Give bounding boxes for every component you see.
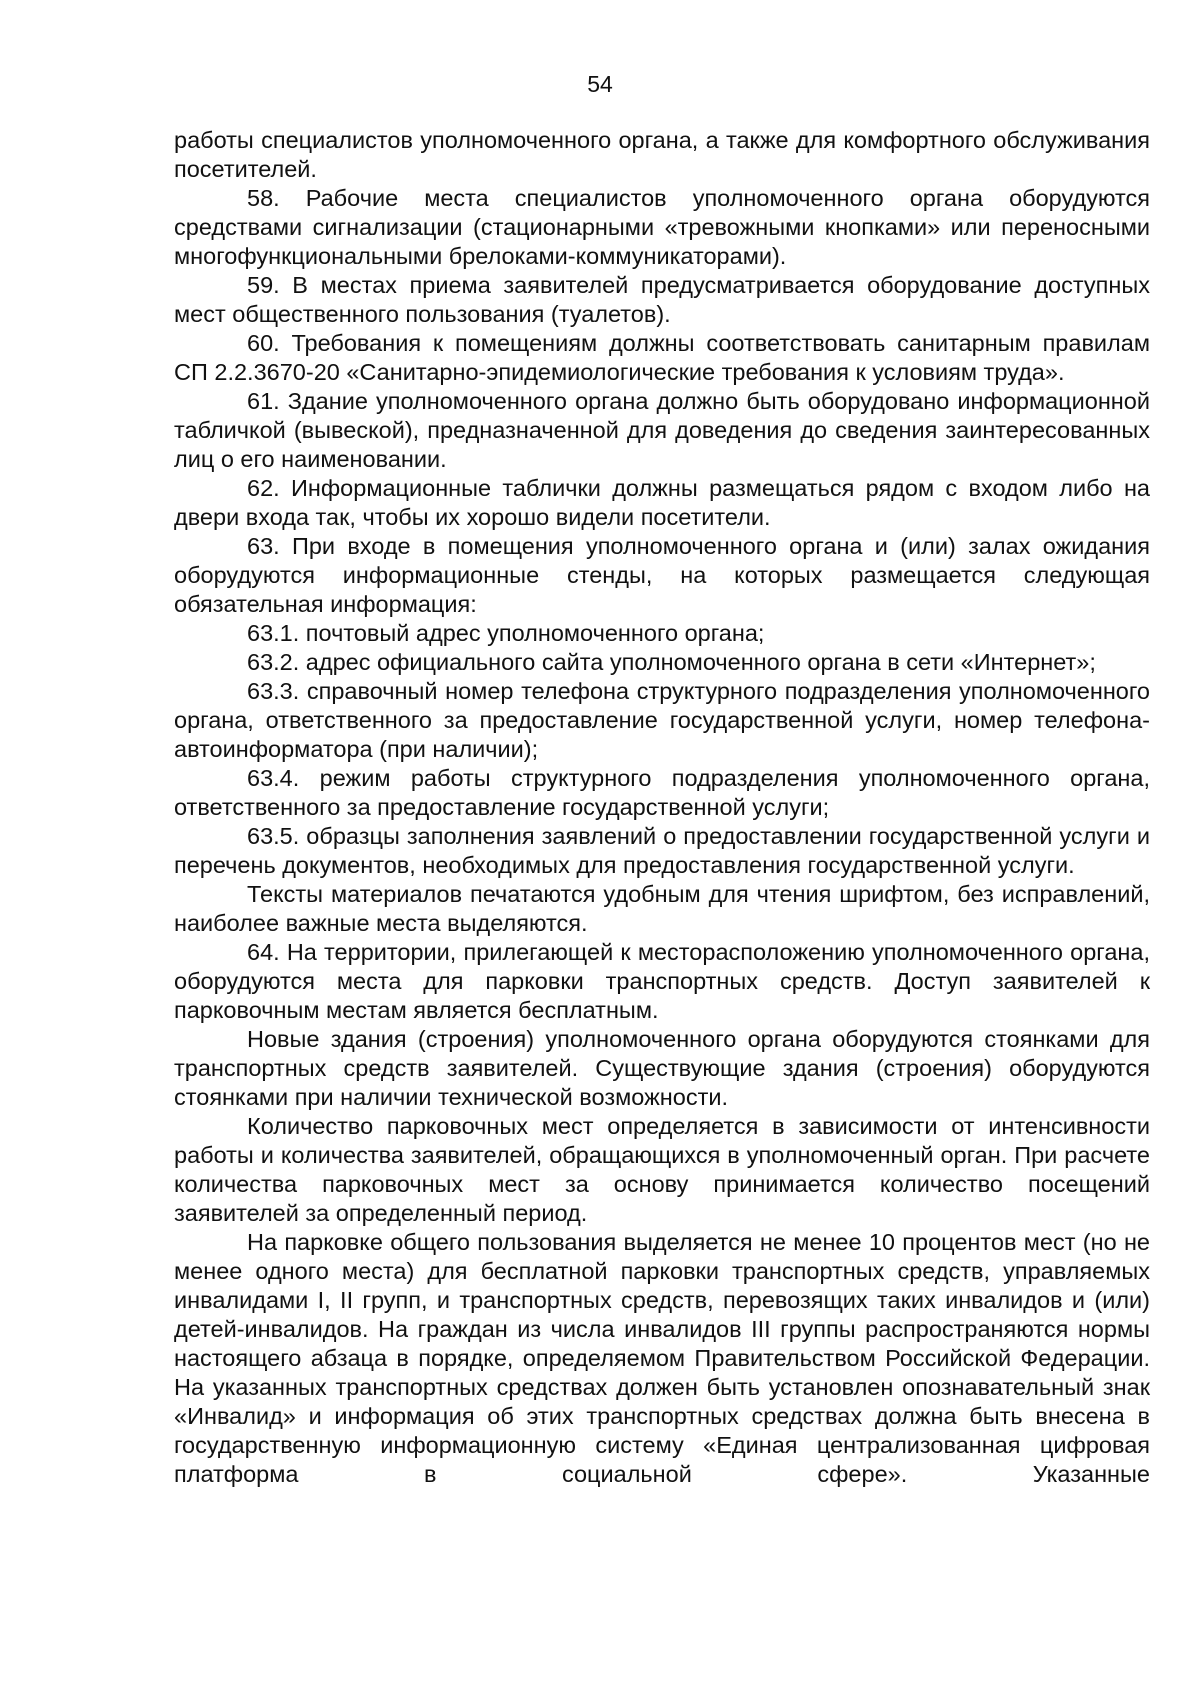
paragraph-continuation: работы специалистов уполномоченного органа, а также для комфортного обслуживания посетителей. bbox=[174, 127, 1150, 182]
paragraph-59: 59. В местах приема заявителей предусматривается оборудование доступных мест общественного пользования (туалетов). bbox=[174, 272, 1150, 327]
document-body bbox=[174, 126, 1150, 1489]
paragraph-disabled-parking: На парковке общего пользования выделяется не менее 10 процентов мест (но не менее одного места) для бесплатной парковки транспортных средств, управляемых инвалидами I, II групп, и транспортных средств, перевозящих таких инвалидов и (или) детей-инвалидов. На граждан из числа инвалидов III группы распространяются нормы настоящего абзаца в порядке, определяемом Правительством Российской Федерации. На указанных транспортных средствах должен быть установлен опознавательный знак «Инвалид» и информация об этих транспортных средствах должна быть внесена в государственную информационную систему «Единая централизованная цифровая платформа в социальной сфере». Указанные bbox=[174, 1229, 1150, 1487]
paragraph-58: 58. Рабочие места специалистов уполномоченного органа оборудуются средствами сигнализации (стационарными «тревожными кнопками» или переносными многофункциональными брелоками-коммуникаторами). bbox=[174, 185, 1150, 269]
paragraph-64: 64. На территории, прилегающей к месторасположению уполномоченного органа, оборудуются места для парковки транспортных средств. Доступ заявителей к парковочным местам является бесплатным. bbox=[174, 939, 1150, 1023]
paragraph-63-2: 63.2. адрес официального сайта уполномоченного органа в сети «Интернет»; bbox=[247, 649, 1096, 675]
page-number: 54 bbox=[587, 71, 613, 97]
paragraph-new-buildings: Новые здания (строения) уполномоченного органа оборудуются стоянками для транспортных средств заявителей. Существующие здания (строения) оборудуются стоянками при наличии технической возможности. bbox=[174, 1026, 1150, 1110]
paragraph-parking-count: Количество парковочных мест определяется в зависимости от интенсивности работы и количества заявителей, обращающихся в уполномоченный орган. При расчете количества парковочных мест за основу принимается количество посещений заявителей за определенный период. bbox=[174, 1113, 1150, 1226]
paragraph-63-4: 63.4. режим работы структурного подразделения уполномоченного органа, ответственного за предоставление государственной услуги; bbox=[174, 765, 1150, 820]
paragraph-texts-materials: Тексты материалов печатаются удобным для чтения шрифтом, без исправлений, наиболее важные места выделяются. bbox=[174, 881, 1150, 936]
paragraph-60: 60. Требования к помещениям должны соответствовать санитарным правилам СП 2.2.3670-20 «Санитарно-эпидемиологические требования к условиям труда». bbox=[174, 330, 1150, 385]
paragraph-63: 63. При входе в помещения уполномоченного органа и (или) залах ожидания оборудуются информационные стенды, на которых размещается следующая обязательная информация: bbox=[174, 533, 1150, 617]
paragraph-63-3: 63.3. справочный номер телефона структурного подразделения уполномоченного органа, ответственного за предоставление государственной услуги, номер телефона-автоинформатора (при наличии); bbox=[174, 678, 1150, 762]
paragraph-63-5: 63.5. образцы заполнения заявлений о предоставлении государственной услуги и перечень документов, необходимых для предоставления государственной услуги. bbox=[174, 823, 1150, 878]
paragraph-62: 62. Информационные таблички должны размещаться рядом с входом либо на двери входа так, чтобы их хорошо видели посетители. bbox=[174, 475, 1150, 530]
paragraph-61: 61. Здание уполномоченного органа должно быть оборудовано информационной табличкой (вывеской), предназначенной для доведения до сведения заинтересованных лиц о его наименовании. bbox=[174, 388, 1150, 472]
paragraph-63-1: 63.1. почтовый адрес уполномоченного органа; bbox=[247, 620, 765, 646]
